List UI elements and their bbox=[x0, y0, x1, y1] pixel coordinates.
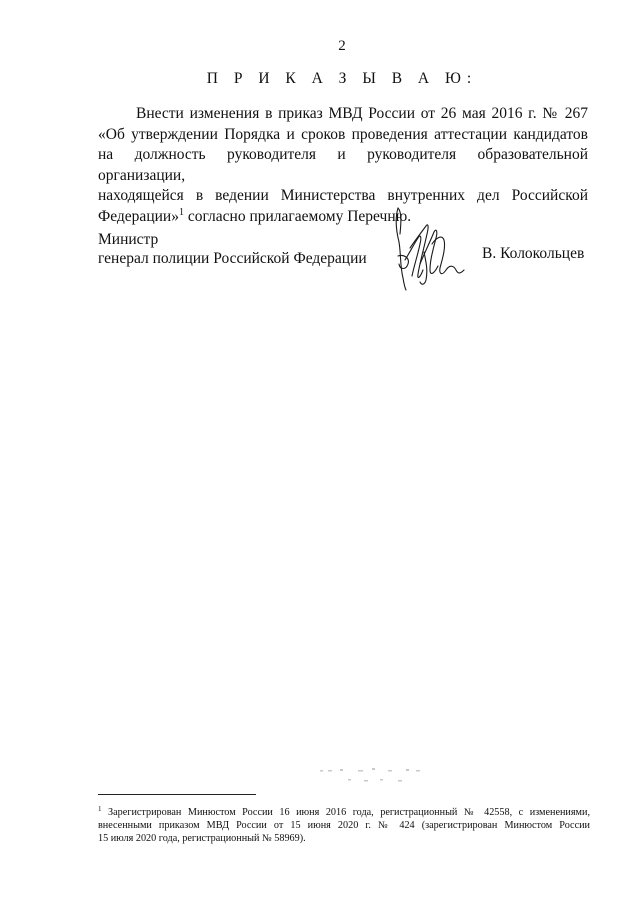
body-line-5-end: согласно прилагаемому Перечню. bbox=[183, 207, 412, 225]
body-line-5 bbox=[98, 207, 588, 228]
signer-title-block bbox=[98, 230, 367, 268]
handwritten-signature bbox=[384, 204, 468, 294]
body-line-1: Внести изменения в приказ МВД России от 26 мая 2016 г. № 267 bbox=[136, 105, 588, 122]
order-heading: П Р И К А З Ы В А Ю: bbox=[206, 70, 478, 87]
footnote-line-2: внесенными приказом МВД России от 15 июня 2020 г. № 424 (зарегистрирован Минюстом России bbox=[98, 820, 590, 831]
footnote-line-1-text: Зарегистрирован Минюстом России 16 июня 2016 года, регистрационный № 42558, с изменениями, bbox=[101, 807, 590, 818]
body-line-5-start: Федерации» bbox=[98, 207, 179, 225]
footnote-marker: 1 bbox=[98, 805, 102, 813]
signer-name: В. Колокольцев bbox=[482, 245, 585, 262]
footnote-line-3: 15 июля 2020 года, регистрационный № 58969). bbox=[98, 833, 306, 844]
body-line-2: «Об утверждении Порядка и сроков проведения аттестации кандидатов bbox=[98, 125, 588, 143]
body-line-4: находящейся в ведении Министерства внутренних дел Российской bbox=[98, 187, 588, 204]
faint-stamp-mark bbox=[318, 764, 426, 786]
body-line-3: на должность руководителя и руководителя образовательной организации, bbox=[98, 146, 588, 184]
order-body bbox=[98, 104, 588, 227]
footnote bbox=[98, 806, 590, 845]
footnote-reference: 1 bbox=[178, 206, 184, 218]
page-number: 2 bbox=[338, 38, 346, 54]
signer-rank: генерал полиции Российской Федерации bbox=[98, 250, 367, 267]
footnote-line-1 bbox=[98, 806, 590, 819]
footnote-separator bbox=[98, 794, 256, 795]
signer-position: Министр bbox=[98, 231, 159, 248]
